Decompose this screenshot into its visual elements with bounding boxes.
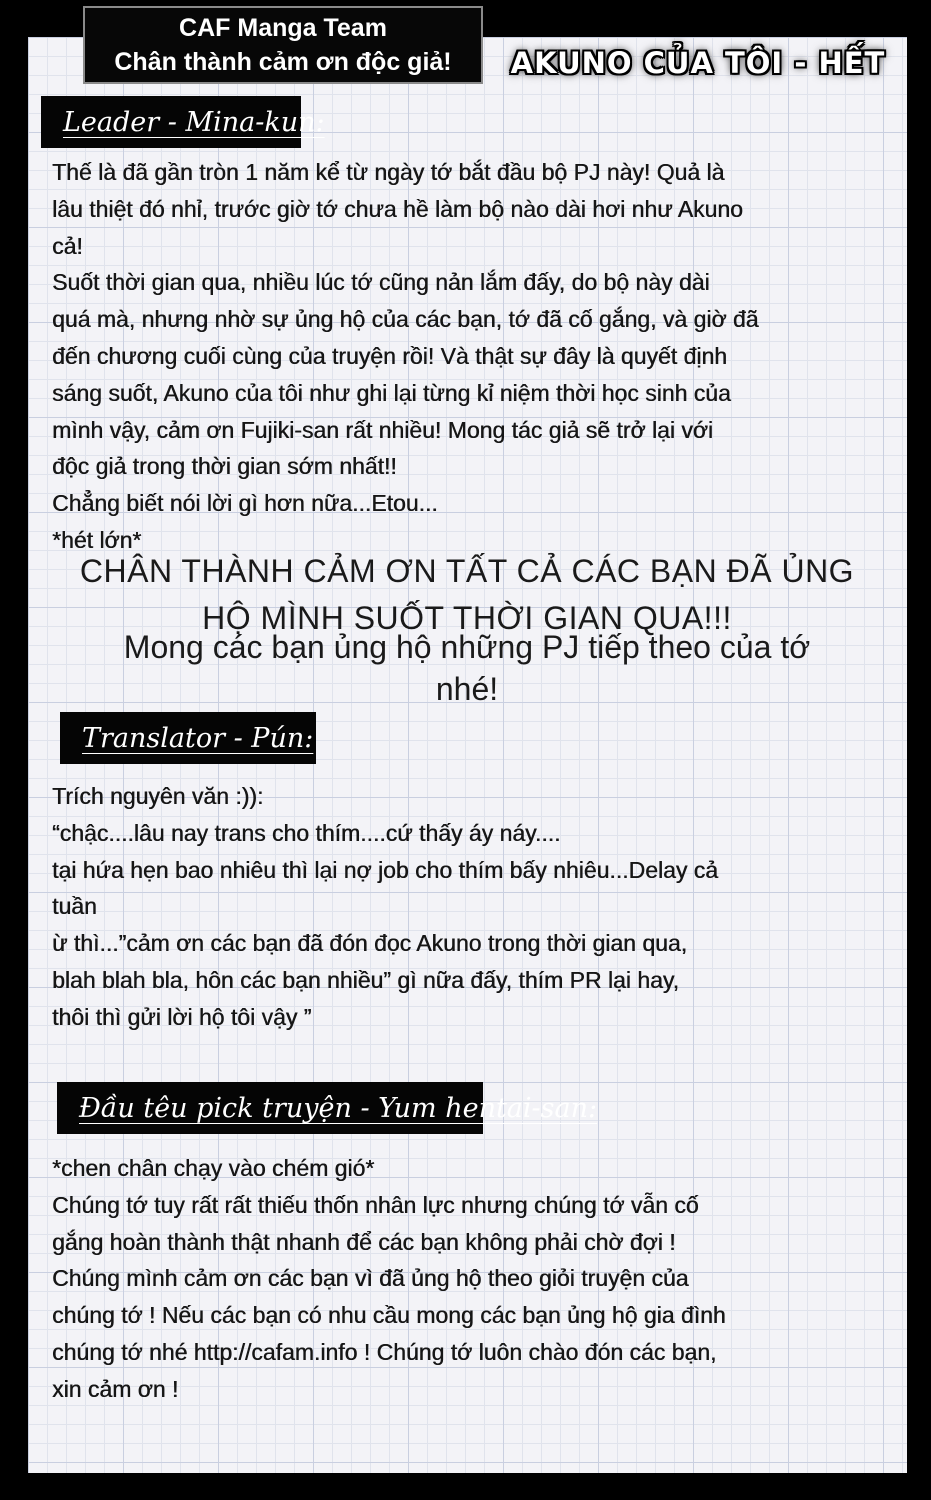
text-line: *hét lớn*: [52, 526, 142, 553]
leader-label: Leader - Mina-kun:: [63, 106, 325, 138]
text-line: tại hứa hẹn bao nhiêu thì lại nợ job cho thím bấy nhiêu...Delay cả: [52, 856, 718, 883]
text-line: Chúng tớ tuy rất rất thiếu thốn nhân lực nhưng chúng tớ vẫn cố: [52, 1191, 699, 1218]
text-line: Chẳng biết nói lời gì hơn nữa...Etou...: [52, 490, 438, 517]
leader-shout-followup: [30, 626, 904, 710]
text-line: Suốt thời gian qua, nhiều lúc tớ cũng nản lắm đấy, do bộ này dài: [52, 269, 710, 296]
text-line: chúng tớ nhé http://cafam.info ! Chúng tớ luôn chào đón các bạn,: [52, 1338, 717, 1365]
text-line: lâu thiệt đó nhỉ, trước giờ tớ chưa hề làm bộ nào dài hơi như Akuno: [52, 195, 743, 222]
text-line: Thế là đã gần tròn 1 năm kể từ ngày tớ bắt đầu bộ PJ này! Quả là: [52, 159, 725, 185]
text-line: mình vậy, cảm ơn Fujiki-san rất nhiều! Mong tác giả sẽ trở lại với: [52, 416, 713, 443]
translator-message: [52, 778, 718, 1036]
team-thanks-message: Chân thành cảm ơn độc giả!: [114, 48, 452, 76]
picker-label: Đầu têu pick truyện - Yum hentai-san:: [79, 1092, 598, 1124]
text-line: ừ thì...”cảm ơn các bạn đã đón đọc Akuno trong thời gian qua,: [52, 930, 688, 957]
text-line: HỘ MÌNH SUỐT THỜI GIAN QUA!!!: [202, 600, 732, 636]
text-line: độc giả trong thời gian sớm nhất!!: [52, 453, 397, 480]
text-line: sáng suốt, Akuno của tôi như ghi lại từng kỉ niệm thời học sinh của: [52, 379, 731, 406]
text-line: đến chương cuối cùng của truyện rồi! Và thật sự đây là quyết định: [52, 342, 727, 369]
text-line: nhé!: [435, 671, 499, 707]
text-line: gắng hoàn thành thật nhanh để các bạn không phải chờ đợi !: [52, 1228, 676, 1255]
translator-label: Translator - Pún:: [82, 722, 314, 754]
text-line: quá mà, nhưng nhờ sự ủng hộ của các bạn, tớ đã cố gắng, và giờ đã: [52, 306, 759, 333]
text-line: Chúng mình cảm ơn các bạn vì đã ủng hộ theo giỏi truyện của: [52, 1265, 689, 1292]
text-line: “chậc....lâu nay trans cho thím....cứ thấy áy náy....: [52, 819, 561, 846]
text-line: Mong các bạn ủng hộ những PJ tiếp theo của tớ: [123, 629, 811, 665]
team-name: CAF Manga Team: [179, 14, 387, 42]
text-line: CHÂN THÀNH CẢM ƠN TẤT CẢ CÁC BẠN ĐÃ ỦNG: [79, 553, 855, 589]
text-line: tuần: [52, 893, 97, 920]
text-line: blah blah bla, hôn các bạn nhiều” gì nữa đấy, thím PR lại hay,: [52, 966, 679, 993]
picker-label-box: [57, 1082, 598, 1134]
team-credit-box: [83, 6, 483, 84]
leader-message: [52, 154, 758, 559]
text-line: Trích nguyên văn :)):: [52, 783, 264, 809]
series-title: AKUNO CỦA TÔI - HẾT: [510, 46, 886, 80]
translator-label-box: [60, 712, 316, 764]
leader-label-box: [41, 96, 325, 148]
picker-message: [52, 1150, 726, 1408]
text-line: thôi thì gửi lời hộ tôi vậy ”: [52, 1003, 312, 1030]
text-line: chúng tớ ! Nếu các bạn có nhu cầu mong các bạn ủng hộ gia đình: [52, 1302, 726, 1329]
text-line: *chen chân chạy vào chém gió*: [52, 1155, 375, 1181]
text-line: cả!: [52, 232, 83, 259]
text-line: xin cảm ơn !: [52, 1375, 179, 1402]
